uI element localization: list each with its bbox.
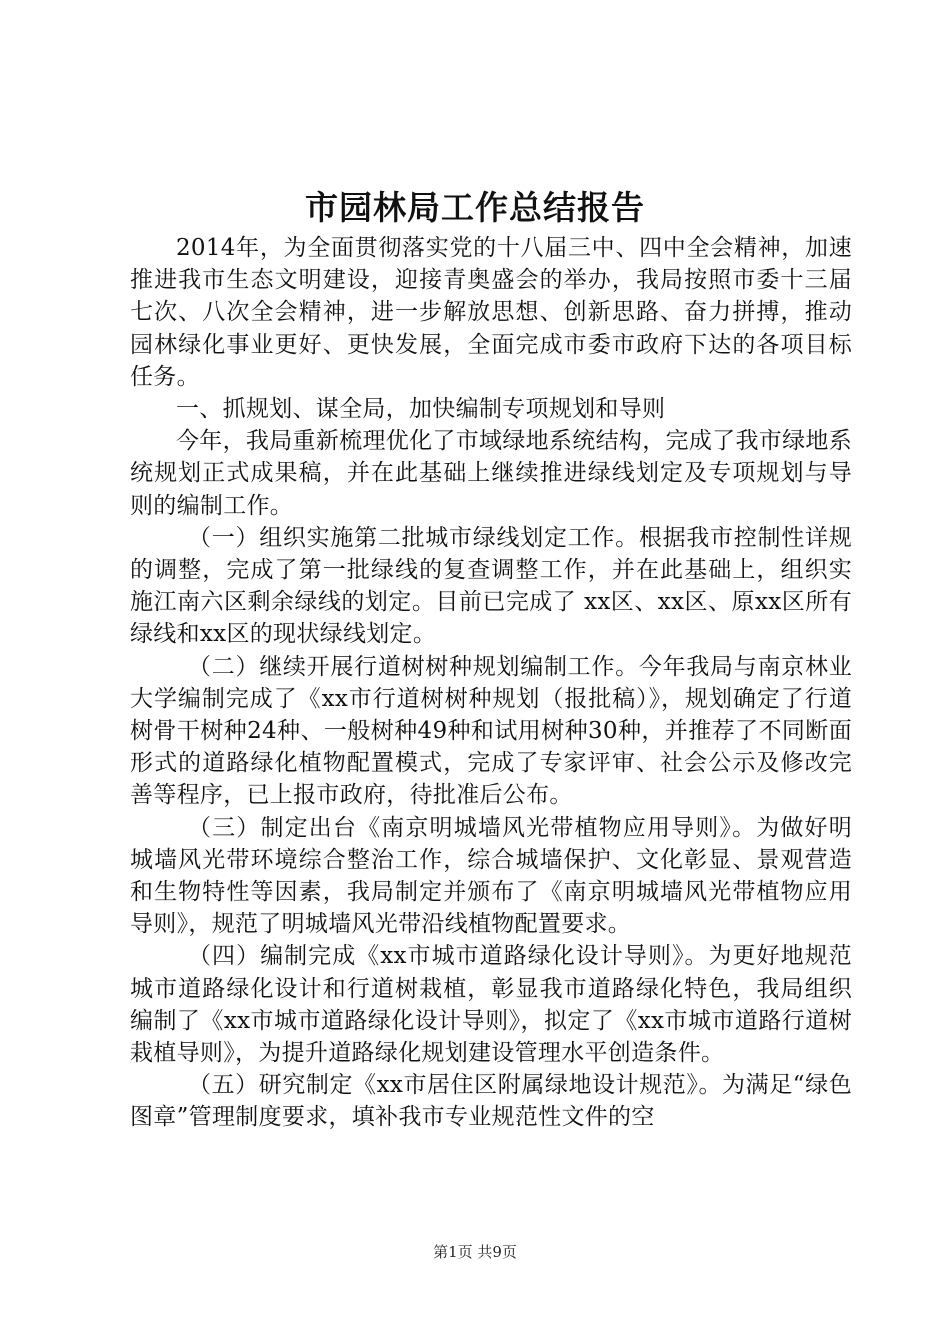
section-paragraph: 今年，我局重新梳理优化了市域绿地系统结构，完成了我市绿地系统规划正式成果稿，并在此基础上继续推进绿线划定及专项规划与导则的编制工作。 — [130, 428, 852, 519]
item-paragraph-2: （二）继续开展行道树树种规划编制工作。今年我局与南京林业大学编制完成了《xx市行道树树种规划（报批稿）》，规划确定了行道树骨干树种24种、一般树种49种和试用树种30种，并推荐了不同断面形式的道路绿化植物配置模式，完成了专家评审、社会公示及修改完善等程序，已上报市政府，待批准后公布。 — [130, 653, 852, 809]
document-body — [130, 232, 852, 1134]
page-number: 第1页 共9页 — [433, 1243, 517, 1261]
item-paragraph-1: （一）组织实施第二批城市绿线划定工作。根据我市控制性详规的调整，完成了第一批绿线的复查调整工作，并在此基础上，组织实施江南六区剩余绿线的划定。目前已完成了 xx区、xx区、原xx区所有绿线和xx区的现状绿线划定。 — [130, 524, 852, 648]
item-paragraph-5: （五）研究制定《xx市居住区附属绿地设计规范》。为满足“绿色图章”管理制度要求，填补我市专业规范性文件的空 — [130, 1072, 852, 1131]
section-heading: 一、抓规划、谋全局，加快编制专项规划和导则 — [176, 396, 666, 423]
document-title: 市园林局工作总结报告 — [305, 188, 645, 227]
item-paragraph-3: （三）制定出台《南京明城墙风光带植物应用导则》。为做好明城墙风光带环境综合整治工作，综合城墙保护、文化彰显、景观营造和生物特性等因素，我局制定并颁布了《南京明城墙风光带植物应用导则》，规范了明城墙风光带沿线植物配置要求。 — [130, 814, 852, 938]
item-paragraph-4: （四）编制完成《xx市城市道路绿化设计导则》。为更好地规范城市道路绿化设计和行道树栽植，彰显我市道路绿化特色，我局组织编制了《xx市城市道路绿化设计导则》，拟定了《xx市城市道路行道树栽植导则》，为提升道路绿化规划建设管理水平创造条件。 — [130, 943, 852, 1067]
intro-paragraph: 2014年，为全面贯彻落实党的十八届三中、四中全会精神，加速推进我市生态文明建设，迎接青奥盛会的举办，我局按照市委十三届七次、八次全会精神，进一步解放思想、创新思路、奋力拼搏，推动园林绿化事业更好、更快发展，全面完成市委市政府下达的各项目标任务。 — [130, 235, 852, 390]
